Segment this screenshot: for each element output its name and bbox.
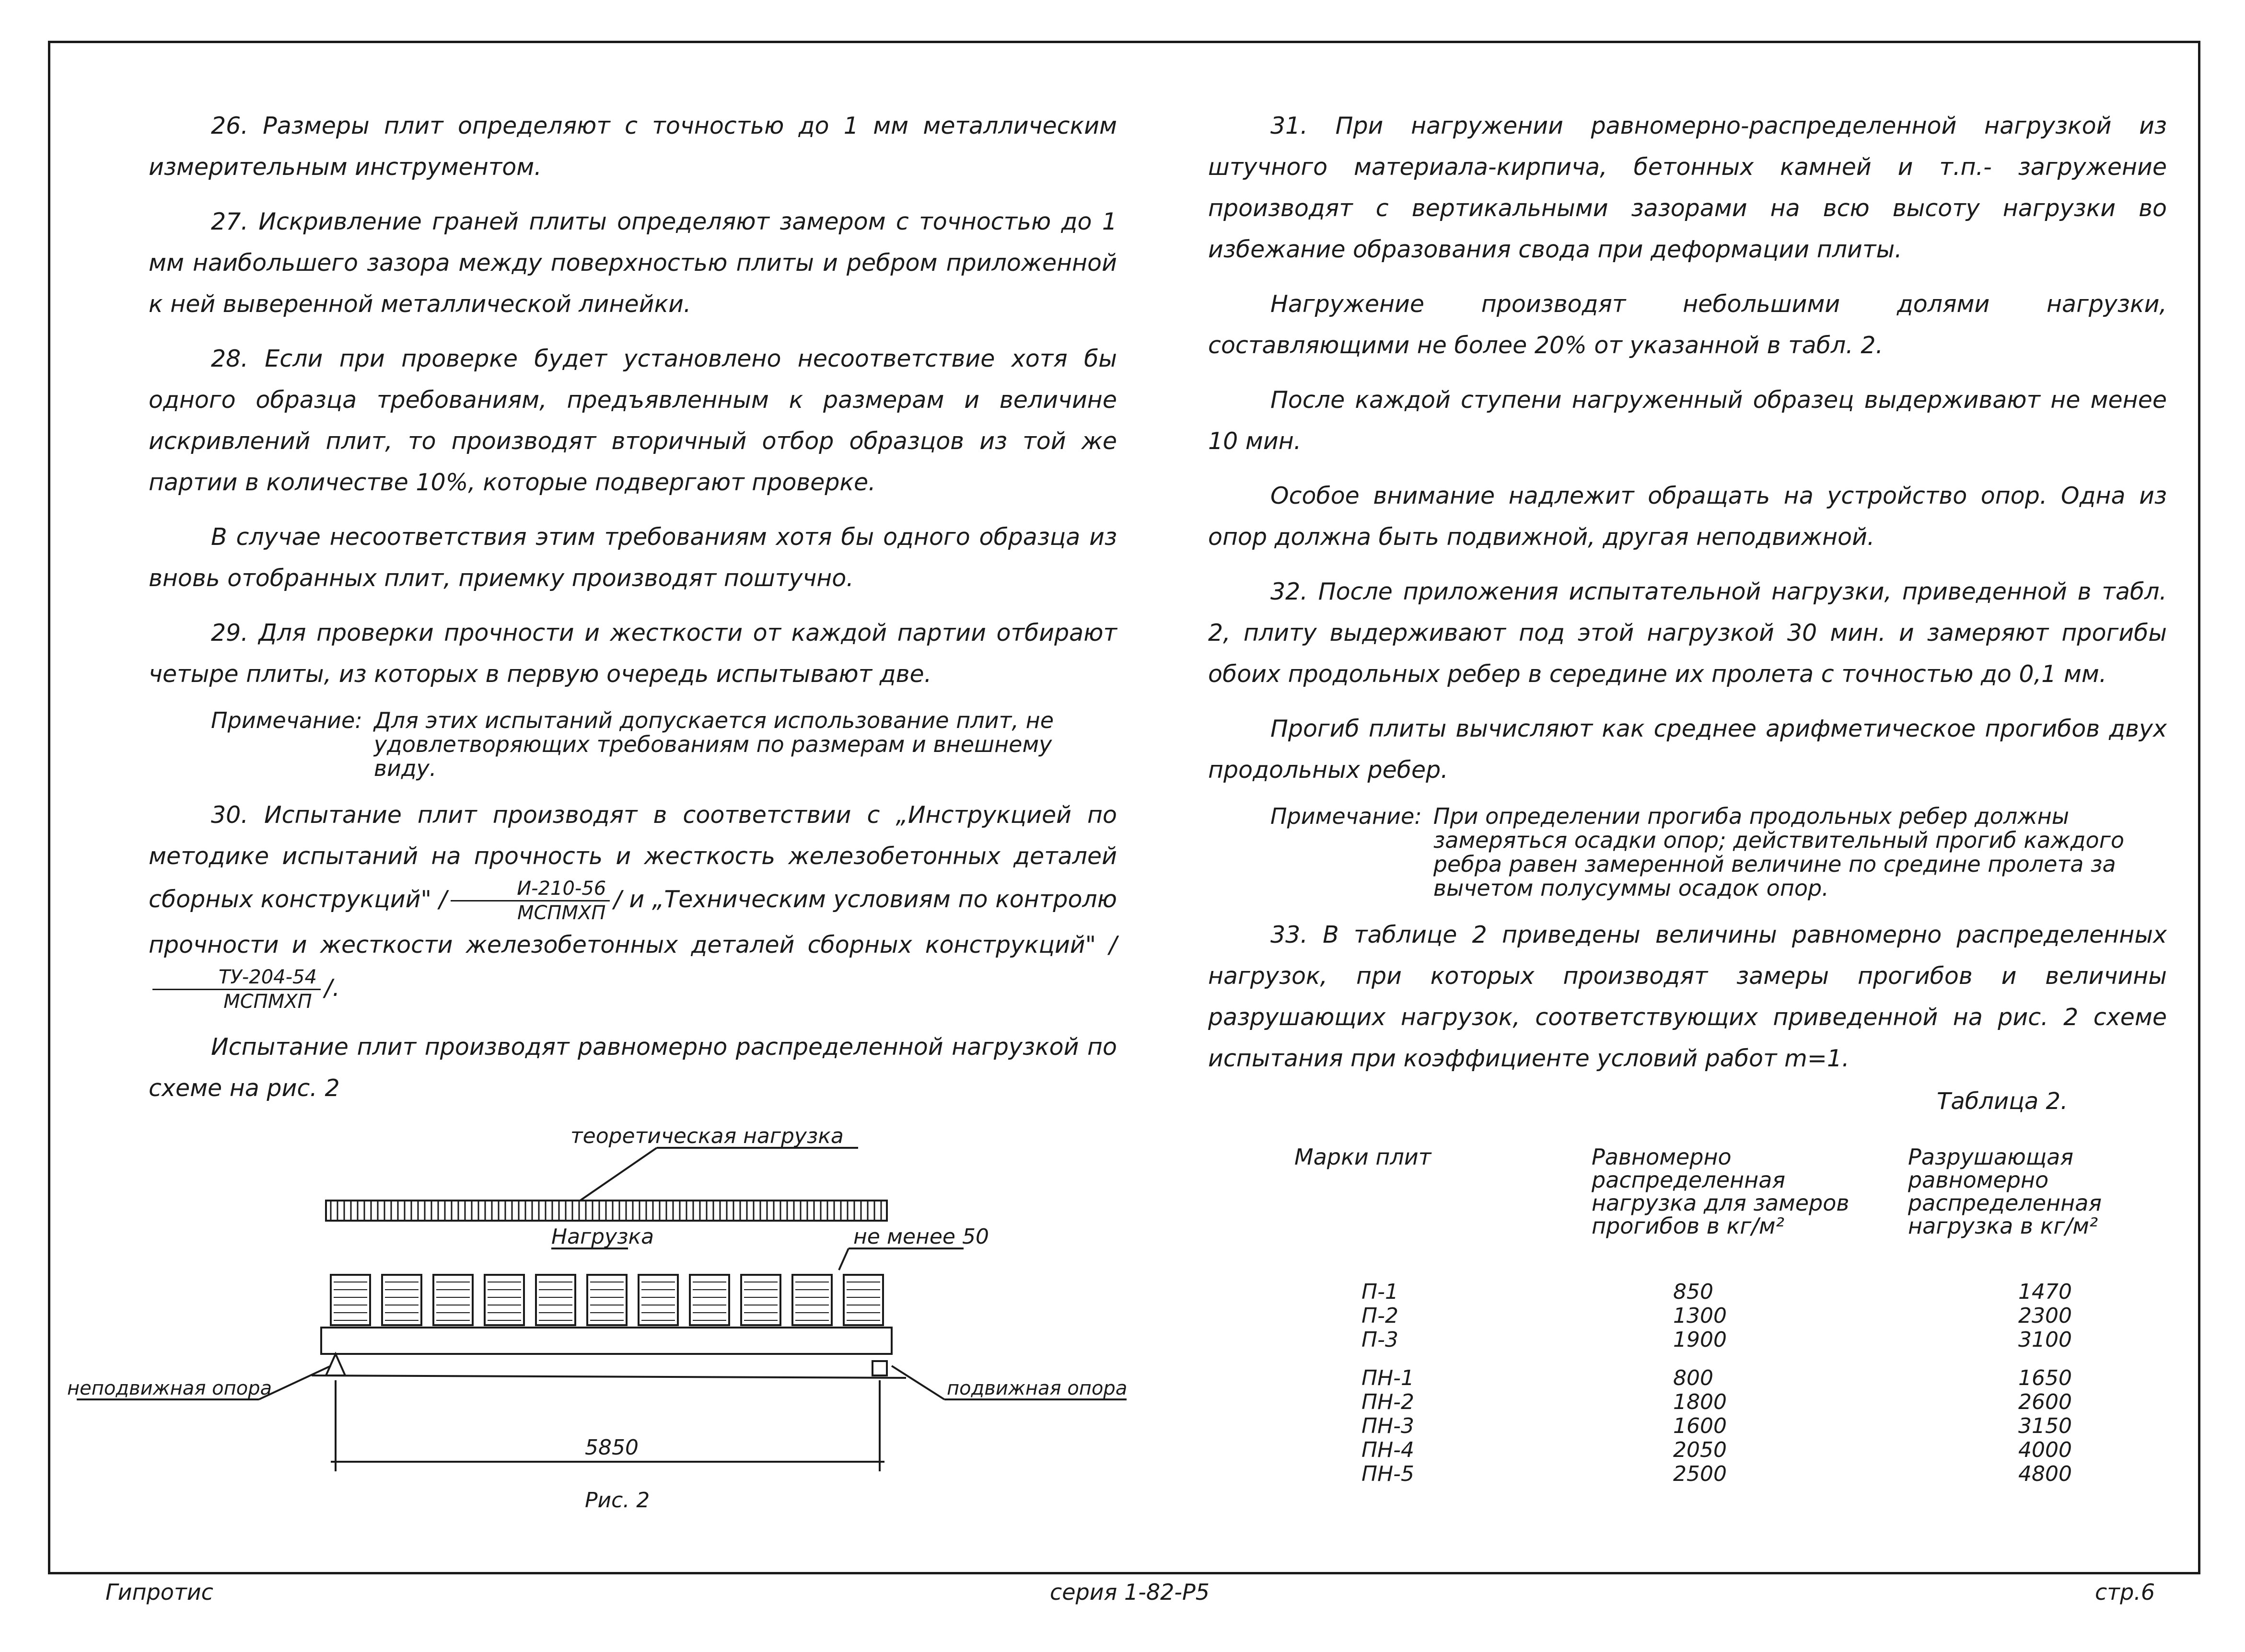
paragraph-29: 29. Для проверки прочности и жесткости от каждой партии отбирают четыре плиты, из которых в первую очередь испытывают две. xyxy=(149,619,1117,688)
loads-table xyxy=(1285,1145,2205,1486)
table-cell: 1470 xyxy=(2018,1280,2072,1304)
label-theoretical-load: теоретическая нагрузка xyxy=(570,1131,844,1148)
table-row xyxy=(1285,1462,2205,1486)
table-cell: 2500 xyxy=(1673,1462,1727,1486)
label-movable-support: подвижная опора xyxy=(947,1377,1128,1399)
left-column xyxy=(149,105,1117,1122)
header-failure-load: Разрушающая равномерно распределенная нагрузка в кг/м² xyxy=(1908,1144,2102,1239)
ref-instruction-den: МСПМХП xyxy=(517,902,606,924)
table-cell: ПН-3 xyxy=(1361,1414,1415,1438)
table-row xyxy=(1285,1280,2205,1304)
table-cell: 800 xyxy=(1673,1366,1713,1390)
footer-page: стр.6 xyxy=(2095,1579,2155,1605)
note-2-text: При определении прогиба продольных ребер должны замеряться осадки опор; действительный прогиб каждого ребра равен замеренной величине по средине пролета за вычетом полусуммы осадок опор. xyxy=(1433,803,2125,901)
note-1-text: Для этих испытаний допускается использование плит, не удовлетворяющих требованиям по размерам и внешнему виду. xyxy=(373,707,1054,781)
header-test-load: Равномерно распределенная нагрузка для замеров прогибов в кг/м² xyxy=(1592,1144,1850,1239)
table-cell: ПН-1 xyxy=(1361,1366,1415,1390)
table-cell: 1600 xyxy=(1673,1414,1727,1438)
table-cell: 1800 xyxy=(1673,1390,1727,1414)
leader-movable xyxy=(892,1366,944,1399)
right-column xyxy=(1208,105,2167,1093)
ref-instruction xyxy=(451,877,610,924)
table-cell: 1650 xyxy=(2018,1366,2072,1390)
table-row xyxy=(1285,1390,2205,1414)
paragraph-26: 26. Размеры плит определяют с точностью до 1 мм металлическим измерительным инструментом. xyxy=(149,112,1117,181)
paragraph-32: 32. После приложения испытательной нагрузки, приведенной в табл. 2, плиту выдерживают под этой нагрузкой 30 мин. и замеряют прогибы обоих продольных ребер в середине их пролета с точностью до 0,1 мм. xyxy=(1208,578,2167,688)
note-2-head: Примечание: xyxy=(1270,803,1422,829)
footer-series: серия 1-82-Р5 xyxy=(1050,1579,1210,1605)
table-cell: 4000 xyxy=(2018,1438,2072,1462)
table-cell: 850 xyxy=(1673,1280,1713,1304)
table-row xyxy=(1285,1438,2205,1462)
table-cell: ПН-4 xyxy=(1361,1438,1415,1462)
label-fixed-support: неподвижная опора xyxy=(67,1377,272,1399)
footer-org: Гипротис xyxy=(105,1579,213,1605)
ref-tu-num: ТУ-204-54 xyxy=(152,966,321,990)
ref-tu xyxy=(152,966,321,1013)
table-row xyxy=(1285,1366,2205,1390)
table-cell: 1900 xyxy=(1673,1328,1727,1352)
header-marks: Марки плит xyxy=(1294,1144,1431,1170)
table-cell: 2050 xyxy=(1673,1438,1727,1462)
table-cell: 3150 xyxy=(2018,1414,2072,1438)
p30-text-b: / и „Техническим условиям по контролю прочности и жесткости железобетонных деталей сборных конструкций" / xyxy=(149,886,1117,959)
p30-text-a: 30. Испытание плит производят в соответствии с „Инструкцией по методике испытаний на прочность и жесткость железобетонных деталей сборных конструкций" / xyxy=(149,801,1117,913)
table-cell: 4800 xyxy=(2018,1462,2072,1486)
note-2 xyxy=(1270,804,2167,900)
table-row xyxy=(1285,1414,2205,1438)
paragraph-32b: Прогиб плиты вычисляют как среднее арифметическое прогибов двух продольных ребер. xyxy=(1208,715,2167,784)
figure-2-diagram xyxy=(62,1131,1165,1514)
table-cell: 1300 xyxy=(1673,1304,1727,1328)
paragraph-31c: После каждой ступени нагруженный образец выдерживают не менее 10 мин. xyxy=(1208,386,2167,455)
table-cell: ПН-5 xyxy=(1361,1462,1415,1486)
paragraph-31b: Нагружение производят небольшими долями нагрузки, составляющими не более 20% от указанной в табл. 2. xyxy=(1208,290,2167,359)
paragraph-30b: Испытание плит производят равномерно распределенной нагрузкой по схеме на рис. 2 xyxy=(149,1033,1117,1102)
label-min: не менее 50 xyxy=(853,1225,989,1249)
dimension-value: 5850 xyxy=(585,1435,639,1460)
paragraph-30 xyxy=(149,795,1117,1013)
movable-support xyxy=(872,1361,887,1375)
paragraph-31d: Особое внимание надлежит обращать на устройство опор. Одна из опор должна быть подвижной, другая неподвижной. xyxy=(1208,482,2167,551)
paragraph-33: 33. В таблице 2 приведены величины равномерно распределенных нагрузок, при которых производят замеры прогибов и величины разрушающих нагрузок, соответствующих приведенной на рис. 2 схеме испытания при коэффициенте условий работ m=1. xyxy=(1208,921,2167,1072)
ref-instruction-num: И-210-56 xyxy=(451,877,610,901)
table-caption: Таблица 2. xyxy=(1937,1088,2068,1115)
paragraph-31: 31. При нагружении равномерно-распределенной нагрузкой из штучного материала-кирпича, бетонных камней и т.п.- загружение производят с вертикальными зазорами на всю высоту нагрузки во избежание образования свода при деформации плиты. xyxy=(1208,112,2167,263)
label-load: Нагрузка xyxy=(551,1225,654,1249)
table-cell: 2300 xyxy=(2018,1304,2072,1328)
ground-line xyxy=(312,1375,906,1378)
leader-min xyxy=(839,1248,849,1270)
note-1 xyxy=(211,708,1117,780)
load-scheme-svg xyxy=(62,1131,1165,1514)
table-row xyxy=(1285,1304,2205,1328)
note-1-head: Примечание: xyxy=(211,707,362,733)
fixed-support xyxy=(326,1354,345,1375)
slab-beam xyxy=(321,1328,892,1354)
table-cell: 3100 xyxy=(2018,1328,2072,1352)
table-cell: П-2 xyxy=(1361,1304,1398,1328)
table-body xyxy=(1285,1280,2205,1486)
paragraph-28: 28. Если при проверке будет установлено несоответствие хотя бы одного образца требованиям, предъявленным к размерам и величине искривлений плит, то производят вторичный отбор образцов из той же партии в количестве 10%, которые подвергают проверке. xyxy=(149,345,1117,496)
figure-caption: Рис. 2 xyxy=(585,1488,650,1513)
table-cell: П-1 xyxy=(1361,1280,1398,1304)
table-row xyxy=(1285,1328,2205,1352)
table-cell: П-3 xyxy=(1361,1328,1398,1352)
paragraph-28b: В случае несоответствия этим требованиям хотя бы одного образца из вновь отобранных плит, приемку производят поштучно. xyxy=(149,523,1117,592)
table-header xyxy=(1285,1145,2205,1280)
leader-theoretical xyxy=(580,1148,657,1201)
table-cell: 2600 xyxy=(2018,1390,2072,1414)
p30-text-c: /. xyxy=(324,974,340,1002)
table-cell: ПН-2 xyxy=(1361,1390,1415,1414)
ref-tu-den: МСПМХП xyxy=(223,991,312,1013)
paragraph-27: 27. Искривление граней плиты определяют замером с точностью до 1 мм наибольшего зазора между поверхностью плиты и ребром приложенной к ней выверенной металлической линейки. xyxy=(149,208,1117,318)
